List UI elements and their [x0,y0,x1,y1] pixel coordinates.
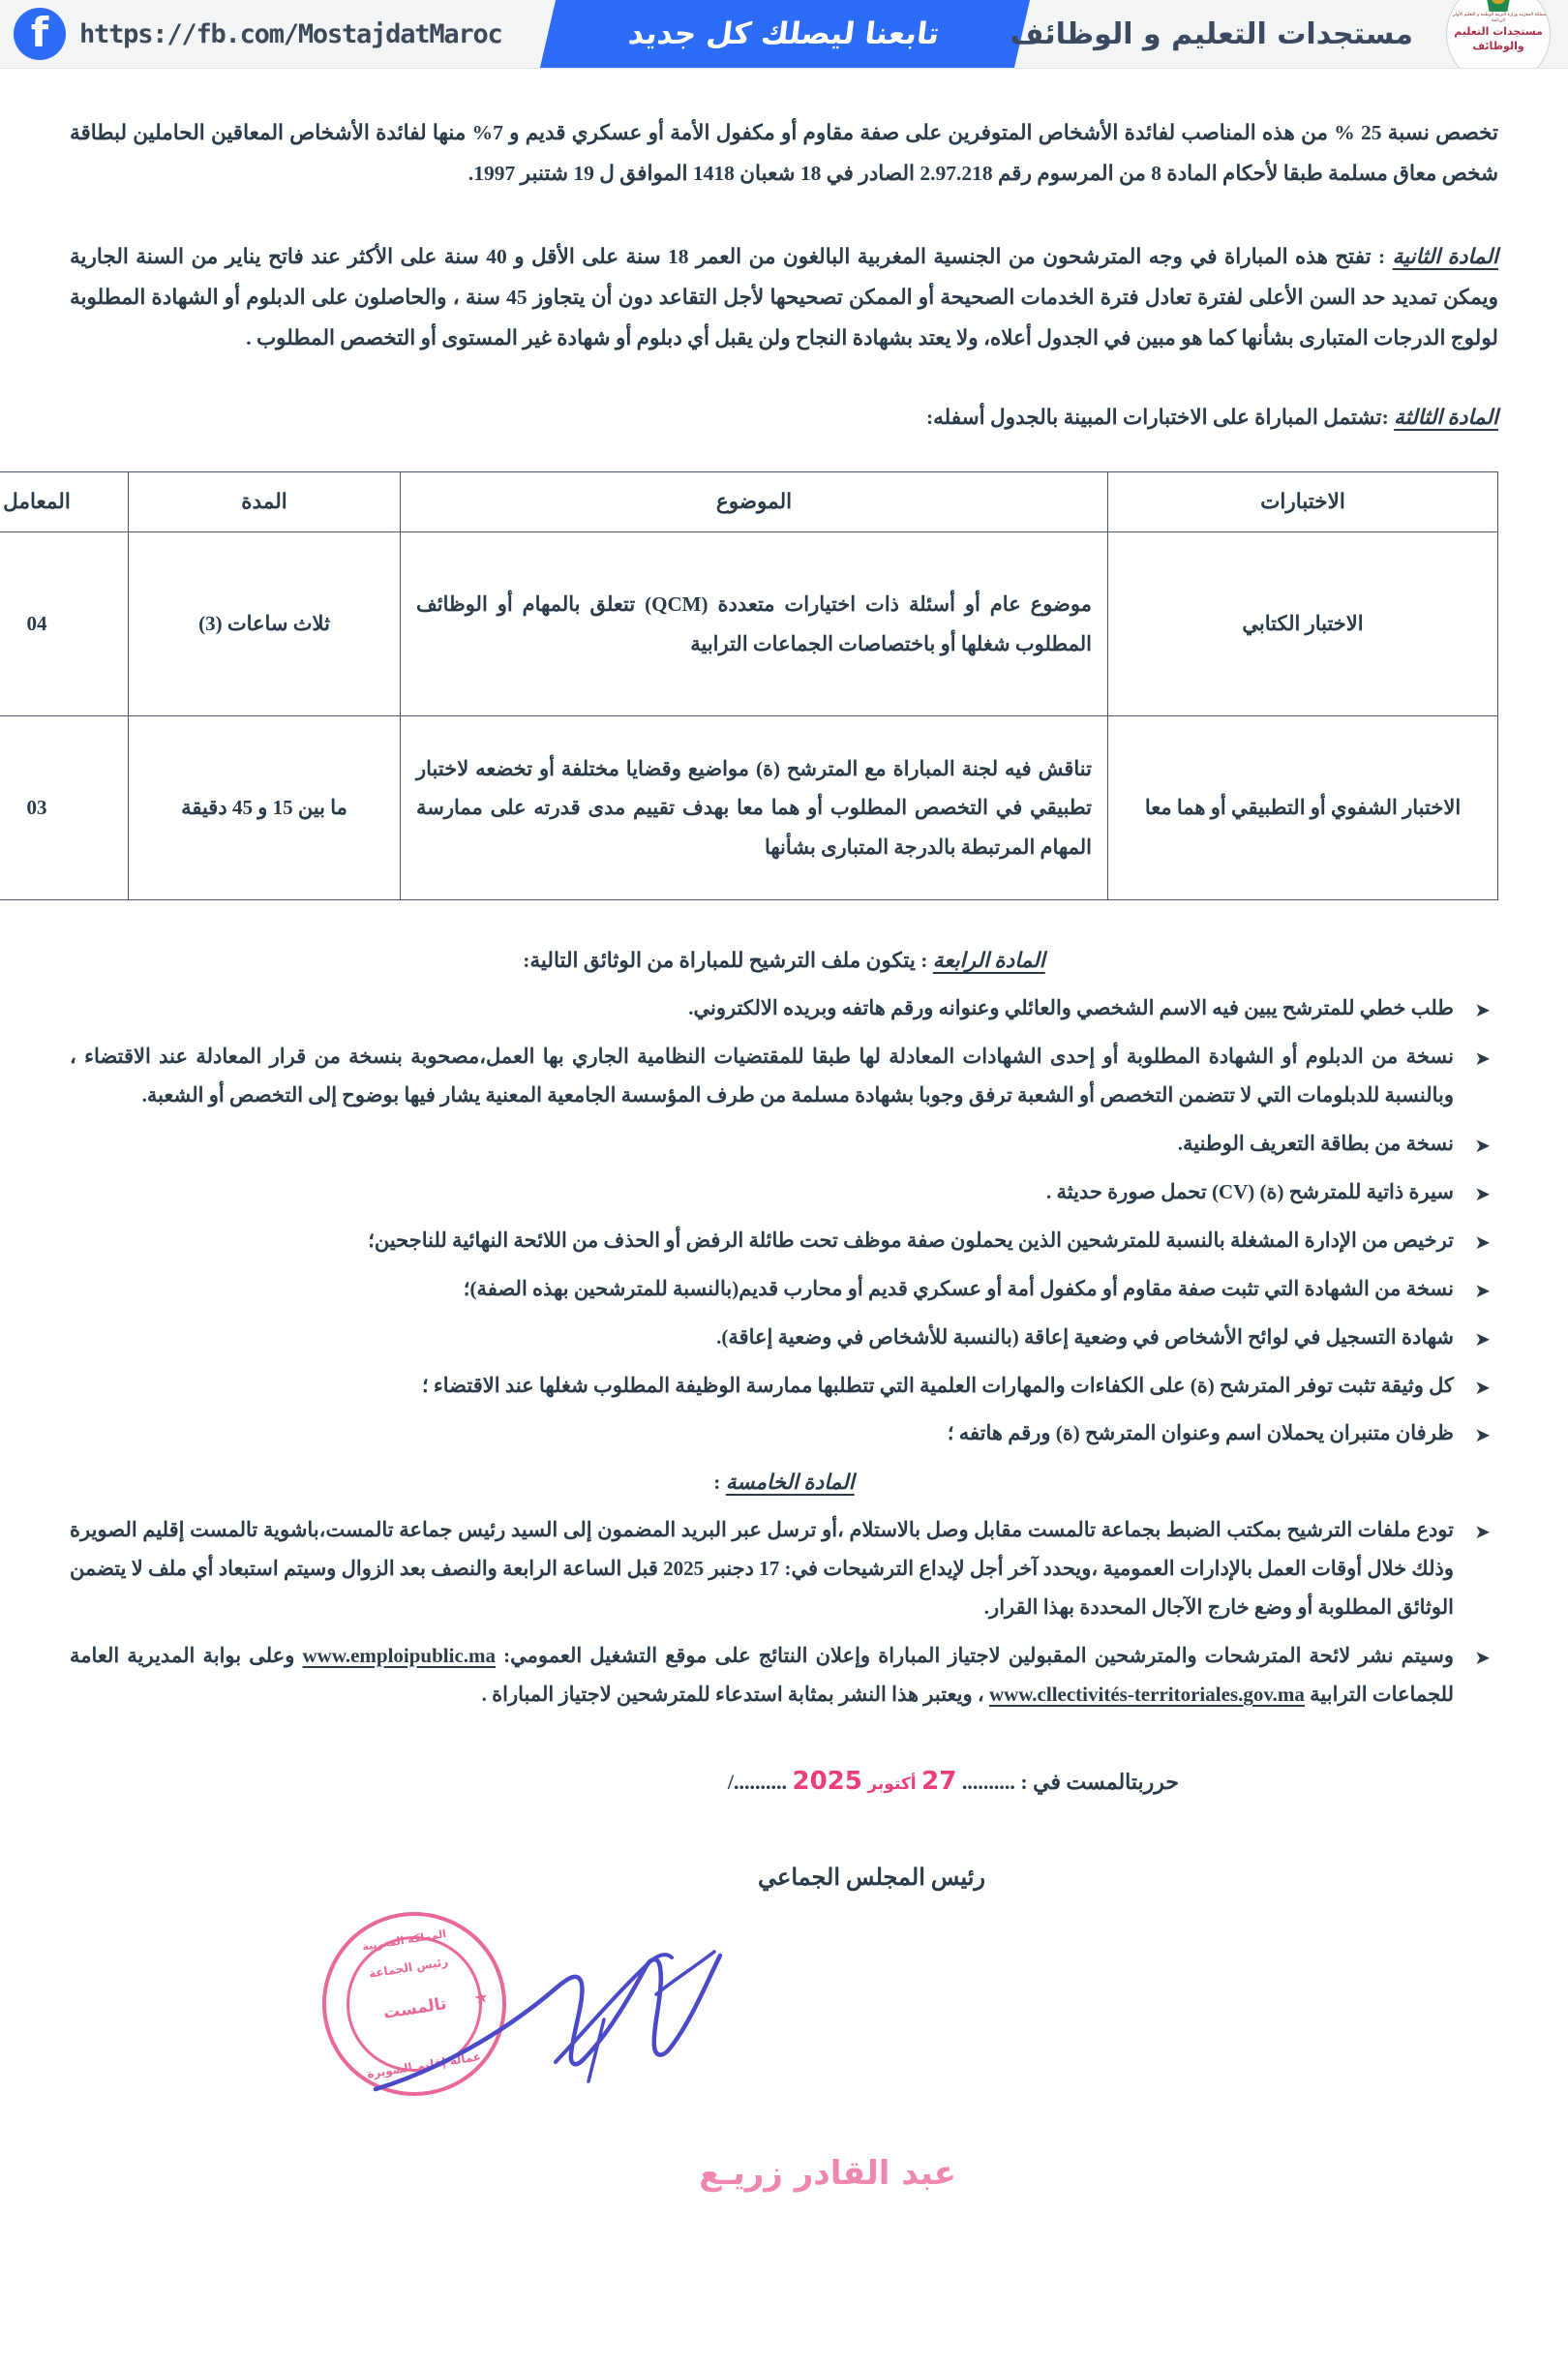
facebook-link-group[interactable] [0,0,502,68]
stamp-top-text: رئيس الجماعة [368,1954,450,1981]
list-item [70,1270,1498,1309]
facebook-icon[interactable] [14,8,66,60]
cell-test-name-2: الاختبار الشفوي أو التطبيقي أو هما معا [1108,716,1498,900]
stamp-province-text: عمالة إقليم الصويرة [366,2048,482,2081]
header-duration: المدة [129,471,401,532]
chevron-bullet-icon: ➤ [1474,1375,1491,1399]
list-item [70,1222,1498,1260]
stamp-country-text: المملكة المغربية [361,1927,447,1954]
article-5-paragraph [70,1463,1498,1503]
article-4-document-list [70,989,1498,1453]
exam-table [0,471,1498,901]
list-item-text: سيرة ذاتية للمترشح (ة) (CV) تحمل صورة حديثة . [1045,1179,1454,1203]
table-row [0,532,1498,716]
chevron-bullet-icon: ➤ [1474,1134,1491,1158]
date-day-value: 27 [921,1766,957,1796]
facebook-url-text[interactable]: https://fb.com/MostajdatMaroc [79,18,502,49]
morocco-crest-icon [1486,0,1511,12]
article-5-list [70,1511,1498,1714]
list-item [70,1125,1498,1164]
list-item-text: شهادة التسجيل في لوائح الأشخاص في وضعية إعاقة (بالنسبة للأشخاص في وضعية إعاقة). [716,1324,1454,1349]
exam-table-body [0,532,1498,900]
article-3-label: المادة الثالثة [1394,405,1498,429]
cell-coefficient-1: 04 [0,532,129,716]
chevron-bullet-icon: ➤ [1474,998,1491,1022]
list-item-text: تودع ملفات الترشيح بمكتب الضبط بجماعة تالمست مقابل وصل بالاستلام ،أو ترسل عبر البريد المضمون إلى السيد رئيس جماعة تالمست،باشوية تالمست إقليم الصويرة وذلك خلال أوقات العمل بالإدارات العمومية ،ويحدد آخر أجل لإيداع الترشيحات في: 17 دجنبر 2025 قبل الساعة الرابعة والنصف بعد الزوال وسيتم استبعاد أي ملف لا يتضمن الوثائق المطلوبة أو وضع خارج الآجال المحددة بهذا القرار. [70,1518,1455,1619]
banner-ribbon-text: تابعنا ليصلك كل جديد [626,16,942,51]
header-tests: الاختبارات [1108,471,1498,532]
date-year-value: 2025 [792,1766,862,1796]
cell-subject-1: موضوع عام أو أسئلة ذات اختيارات متعددة (QCM) تتعلق بالمهام أو الوظائف المطلوب شغلها أو باختصاصات الجماعات الترابية [401,532,1108,716]
article-3-text: :تشتمل المباراة على الاختبارات المبينة بالجدول أسفله: [925,405,1395,429]
chevron-bullet-icon: ➤ [1474,1326,1491,1350]
chevron-bullet-icon: ➤ [1474,1047,1491,1071]
publish-prefix-text: وسيتم نشر لائحة المترشحات والمترشحين المقبولين لاجتياز المباراة وإعلان النتائج على موقع التشغيل العمومي: [503,1643,1455,1667]
site-title: مستجدات التعليم و الوظائف [1010,16,1413,51]
date-dots-leading: .......... [961,1769,1015,1794]
header-subject: الموضوع [401,471,1108,532]
article-5-text: : [713,1471,726,1495]
article-4-label: المادة الرابعة [932,949,1045,973]
cell-test-name-1: الاختبار الكتابي [1108,532,1498,716]
list-item [70,1038,1498,1115]
article-4-text: : يتكون ملف الترشيح للمباراة من الوثائق التالية: [523,949,933,973]
list-item [70,1173,1498,1212]
intro-paragraph: تخصص نسبة 25 % من هذه المناصب لفائدة الأشخاص المتوفرين على صفة مقاوم أو مكفول الأمة أو عسكري قديم و 7% منها لفائدة الأشخاص المعاقين الحاملين لبطاقة شخص معاق مسلمة طبقا لأحكام المادة 8 من المرسوم رقم 2.97.218 الصادر في 18 شعبان 1418 الموافق ل 19 شتنبر 1997. [70,121,1498,185]
signer-title: رئيس المجلس الجماعي [758,1865,985,1891]
cell-coefficient-2: 03 [0,716,129,900]
star-icon: ★ [472,1987,491,2008]
badge-subtitle: المملكة المغربية وزارة التربية الوطنية و التعليم الأولي و الرياضة [1448,13,1549,24]
list-item [70,989,1498,1028]
stamp-commune-text: تالمست [381,1993,448,2023]
signature-zone [70,1767,1498,2309]
chevron-bullet-icon: ➤ [1474,1645,1491,1669]
article-2-label: المادة الثانية [1392,244,1498,268]
chevron-bullet-icon: ➤ [1474,1278,1491,1302]
list-item-text: طلب خطي للمترشح يبين فيه الاسم الشخصي والعائلي وعنوانه ورقم هاتفه وبريده الالكتروني. [688,996,1454,1020]
chevron-bullet-icon: ➤ [1474,1229,1491,1254]
list-item [70,1511,1498,1627]
collectivites-territoriales-link[interactable]: www.cllectivités-territoriales.gov.ma [988,1682,1305,1706]
cell-duration-2: ما بين 15 و 45 دقيقة [129,716,401,900]
table-header-row [0,471,1498,532]
cell-subject-2: تناقش فيه لجنة المباراة مع المترشح (ة) مواضيع وقضايا مختلفة أو تخضعه لاختبار تطبيقي في التخصص المطلوب أو هما معا بهدف تقييم مدى قدرته على ممارسة المهام المرتبطة بالدرجة المتبارى بشأنها [401,716,1108,900]
date-prefix-label: حرربتالمست في : [1020,1769,1179,1794]
table-row [0,716,1498,900]
article-4-paragraph [70,941,1498,982]
chevron-bullet-icon: ➤ [1474,1423,1491,1447]
date-dots-trailing: ........../ [727,1769,787,1794]
list-item-text: ظرفان متنبران يحملان اسم وعنوان المترشح (ة) ورقم هاتفه ؛ [947,1421,1454,1445]
exam-table-head [0,471,1498,532]
badge-circle [1446,0,1551,69]
list-item [70,1367,1498,1406]
emploipublic-link[interactable]: www.emploipublic.ma [302,1643,497,1667]
list-item-text: نسخة من بطاقة التعريف الوطنية. [1177,1132,1454,1156]
header-coefficient: المعامل [0,471,129,532]
date-line [728,1767,1179,1796]
article-3-paragraph [70,398,1498,439]
list-item [70,1319,1498,1357]
article-5-label: المادة الخامسة [725,1471,855,1495]
list-item-text: ترخيص من الإدارة المشغلة بالنسبة للمترشحين الذين يحملون صفة موظف تحت طائلة الرفض أو الحذف من اللائحة النهائية للناجحين؛ [368,1228,1454,1252]
list-item [70,1414,1498,1453]
document-page [0,113,1568,2309]
site-header-banner [0,0,1568,69]
badge-line-1: مستجدات التعليم [1454,25,1543,39]
publish-suffix-text: ، ويعتبر هذا النشر بمثابة استدعاء للمترشحين لاجتياز المباراة . [481,1682,984,1706]
chevron-bullet-icon: ➤ [1474,1181,1491,1205]
signer-name: عبد القادر زريـع [699,2153,956,2193]
date-month-value: أكتوبر [867,1774,917,1794]
publish-middle-text: وعلى بوابة المديرية العامة للجماعات الترابية [70,1643,1454,1706]
cell-duration-1: ثلاث ساعات (3) [129,532,401,716]
list-item-publish [70,1637,1498,1715]
article-2-text: : تفتح هذه المباراة في وجه المترشحون من الجنسية المغربية البالغون من العمر 18 سنة على الأقل و 40 سنة على الأكثر عند فاتح يناير من السنة الجارية ويمكن تمديد حد السن الأعلى لفترة تعادل فترة الخدمات الصحيحة أو الممكن تصحيحها لأجل التقاعد دون أن يتجاوز 45 سنة ، والحاصلون على الدبلوم أو الشهادة المطلوبة لولوج الدرجات المتبارى بشأنها كما هو مبين في الجدول أعلاه، ولا يعتد بشهادة النجاح ولن يقبل أي دبلوم أو شهادة غير المستوى أو التخصص المطلوب . [70,244,1498,349]
article-2-paragraph [70,237,1498,359]
official-round-stamp [309,1898,519,2109]
badge-line-2: والوظائف [1472,39,1524,52]
chevron-bullet-icon: ➤ [1474,1520,1491,1544]
list-item-text: نسخة من الدبلوم أو الشهادة المطلوبة أو إحدى الشهادات المعادلة لها طبقا للمقتضيات النظامية الجاري بها العمل،مصحوبة بنسخة من قرار المعادلة عند الاقتضاء ، وبالنسبة للدبلومات التي لا تتضمن التخصص أو الشعبة ترفق وجوبا بشهادة مسلمة من طرف المؤسسة الجامعية المعنية يشار فيها بوضوح إلى التخصص أو الشعبة. [70,1045,1454,1108]
list-item-text: نسخة من الشهادة التي تثبت صفة مقاوم أو مكفول أمة أو عسكري قديم أو محارب قديم(بالنسبة للمترشحين بهذه الصفة)؛ [463,1276,1454,1300]
list-item-text: كل وثيقة تثبت توفر المترشح (ة) على الكفاءات والمهارات العلمية التي تتطلبها ممارسة الوظيفة المطلوب شغلها عند الاقتضاء ؛ [421,1373,1454,1397]
ministry-badge [1440,2,1556,66]
